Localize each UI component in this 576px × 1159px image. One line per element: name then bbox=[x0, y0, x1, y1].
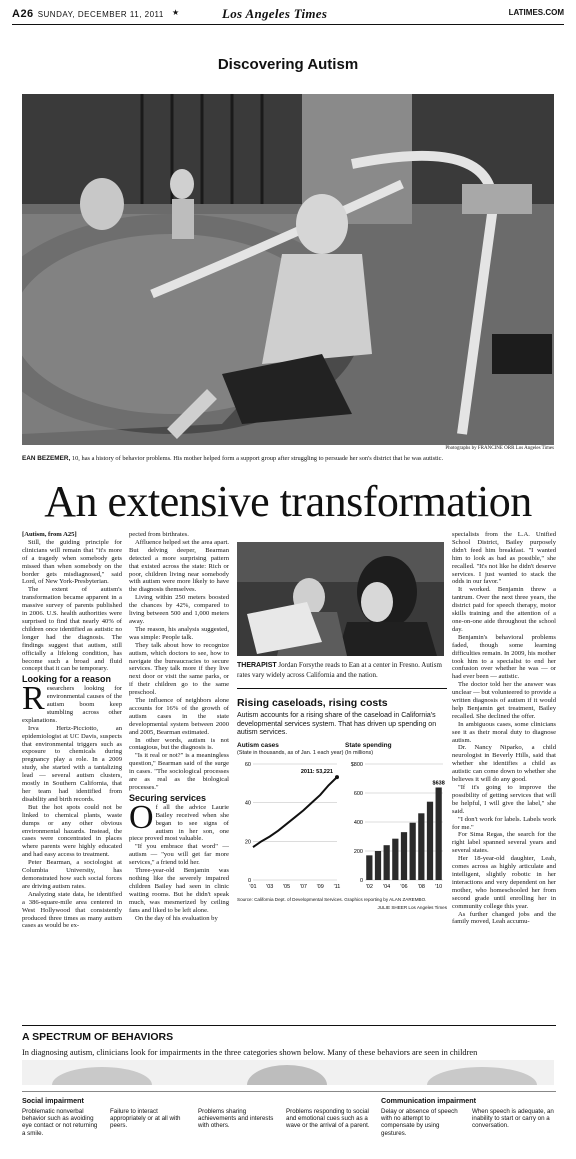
paragraph: The extent of autism's transformation became apparent in a massive survey of parents published in 2006. U.S. health authorities were surprised to find that nearly 40% of children once identified as autistic no longer had the diagnosis. The findings suggest that autism, still officially a lifelong condition, has become such a broad and fluid concept that it can be temporary. bbox=[22, 586, 122, 673]
y-tick-label: 60 bbox=[244, 762, 251, 768]
x-tick-label: '03 bbox=[266, 884, 274, 890]
spectrum-title: A SPECTRUM OF BEHAVIORS bbox=[22, 1031, 174, 1043]
paragraph: The influence of neighbors alone accounts for 16% of the growth of autism cases in the state developmental system between 2000 and 2005, Bearman estimated. bbox=[129, 697, 229, 736]
bar bbox=[427, 802, 433, 880]
categories-rule bbox=[22, 1091, 556, 1092]
x-tick-label: '11 bbox=[333, 884, 341, 890]
paragraph: Affluence helped set the area apart. But delving deeper, Bearman detected a more surprising pattern that existed across the state: Rich or poor, children living near somebody with autism were more likely to have the diagnosis themselves. bbox=[129, 538, 229, 594]
subhead: Securing services bbox=[129, 792, 207, 803]
autism-cases-chart bbox=[237, 758, 343, 894]
article-column-1 bbox=[22, 531, 122, 1017]
behavior-text: Problems responding to social and emotional cues such as a wave or the arrival of a parent. bbox=[286, 1108, 370, 1130]
article-column-4 bbox=[452, 531, 556, 1017]
chart2-title: State spending bbox=[345, 742, 392, 749]
behavior-text: Delay or absence of speech with no attempt to compensate by using gestures. bbox=[381, 1108, 458, 1137]
paragraph: Irva Hertz-Picciotto, an epidemiologist at UC Davis, suspects that environmental triggers such as exposure to chemicals during pregnancy play a role. In a 2009 study, she started with a tantalizing lead — several autism clusters, mostly in Southern California, that her team had identified from disability and birth records. bbox=[22, 724, 122, 803]
paragraph: In ambiguous cases, some clinicians see it as their moral duty to diagnose autism. bbox=[452, 720, 556, 744]
spectrum-rule bbox=[22, 1025, 556, 1026]
y-tick-label: 200 bbox=[353, 849, 363, 855]
x-tick-label: '08 bbox=[417, 884, 425, 890]
masthead bbox=[12, 6, 564, 22]
paragraph: Analyzing state data, he identified a 386-square-mile area centered in West Hollywood that consistently produced three times as many autism cases as would be ex- bbox=[22, 890, 122, 930]
bar bbox=[401, 832, 407, 880]
x-tick-label: '04 bbox=[383, 884, 391, 890]
paragraph: Three-year-old Benjamin was nothing like the severely impaired children Bailey had seen in clinic waiting rooms. But he didn't speak much, was mesmerized by ceiling fans and liked to be left alone. bbox=[129, 867, 229, 914]
social-impairment-heading: Social impairment bbox=[22, 1096, 84, 1105]
chart-source: Source: California Dept. of Developmental Services. Graphics reporting by ALAN ZAREMBO. bbox=[237, 897, 427, 902]
paragraph: Her 18-year-old daughter, Leah, comes across as highly articulate and intelligent, slightly robotic in her interactions and very dependent on her mother, who homeschooled her from second grade until enrolling her in community college this year. bbox=[452, 855, 556, 910]
bar bbox=[410, 823, 416, 880]
paragraph: pected from birthrates. bbox=[129, 531, 189, 538]
caption-text: Jordan Forsythe reads to Ean at a center in Fresno. Autism rates vary widely across California and the nation. bbox=[237, 661, 442, 679]
paragraph: "Is it real or not?" is a meaningless question," Bearman said of the surge in cases. "The sociological processes are as real as the biological processes." bbox=[129, 752, 229, 791]
paragraph: esearchers looking for environmental causes of the autism boom keep stumbling across other explanations. bbox=[22, 685, 122, 724]
paragraph: "If it's going to improve the possibility of getting services that will be helpful, I will give the label," she said. bbox=[452, 784, 556, 815]
dateline: SUNDAY, DECEMBER 11, 2011 bbox=[37, 10, 164, 19]
caption-text: 10, has a history of behavior problems. His mother helped form a support group after struggling to persuade her son's district that he was autistic. bbox=[71, 455, 444, 462]
x-tick-label: '02 bbox=[365, 884, 373, 890]
bar bbox=[366, 855, 372, 880]
communication-impairment-heading: Communication impairment bbox=[381, 1096, 477, 1105]
y-tick-label: 40 bbox=[244, 800, 251, 807]
paragraph: The doctor told her the answer was unclear — but volunteered to provide a written diagnosis of autism if it would help Benjamin get treatment, Bailey recalled. She declined the offer. bbox=[452, 681, 556, 720]
masthead-date bbox=[12, 8, 164, 20]
y-tick-label: 0 bbox=[359, 878, 363, 884]
paragraph: Dr. Nancy Niparko, a child neurologist in Beverly Hills, said that whether she identifies a child as autistic can come down to whether she believes it will do any good. bbox=[452, 744, 556, 784]
subhead: Looking for a reason bbox=[22, 674, 112, 685]
y-tick-label: 20 bbox=[244, 839, 251, 846]
x-tick-label: '01 bbox=[249, 884, 257, 890]
y-tick-label: 400 bbox=[353, 820, 363, 826]
y-tick-label: 600 bbox=[353, 791, 363, 797]
data-point bbox=[335, 775, 339, 779]
jump-line: [Autism, from A25] bbox=[22, 531, 77, 538]
behavior-text: When speech is adequate, an inability to start or carry on a conversation. bbox=[472, 1108, 554, 1130]
behavior-text: Failure to interact appropriately or at all with peers. bbox=[110, 1108, 181, 1130]
paragraph: As further changed jobs and the family moved, Leah accumu- bbox=[452, 910, 556, 926]
x-tick-label: '05 bbox=[283, 884, 291, 890]
section-title: Discovering Autism bbox=[217, 56, 359, 73]
paragraph: "I don't work for labels. Labels work for me." bbox=[452, 815, 556, 831]
bar bbox=[418, 813, 424, 880]
chart-rule bbox=[237, 688, 447, 689]
bar bbox=[384, 845, 390, 880]
drop-cap: R bbox=[22, 680, 45, 718]
behavior-illustrations bbox=[22, 1060, 554, 1085]
bar bbox=[392, 839, 398, 880]
star-icon: ★ bbox=[172, 8, 180, 17]
data-label: 2011: 53,221 bbox=[300, 769, 333, 776]
series-line bbox=[253, 777, 337, 847]
x-tick-label: '07 bbox=[299, 884, 307, 890]
therapist-caption bbox=[237, 661, 447, 679]
bar bbox=[375, 851, 381, 880]
article-column-2 bbox=[129, 531, 229, 1017]
page-number: A26 bbox=[12, 8, 34, 20]
paragraph: In other words, autism is not contagious, but the diagnosis is. bbox=[129, 736, 229, 752]
therapy-illustration bbox=[237, 542, 444, 656]
photo-credit: Photographs by FRANCINE ORR Los Angeles Times bbox=[445, 446, 554, 451]
behavior-text: Problematic nonverbal behavior such as avoiding eye contact or not returning a smile. bbox=[22, 1108, 98, 1137]
chart1-subtitle: (State in thousands, as of Jan. 1 each year) bbox=[237, 750, 344, 756]
therapist-photo bbox=[237, 542, 444, 656]
main-photo-caption bbox=[22, 455, 556, 463]
paragraph: Benjamin's behavioral problems faded, though some learning difficulties remain. In 2009, his mother took him to a specialist to end her confusion over whether he was — or had ever been — autistic. bbox=[452, 633, 556, 681]
headline: An extensive transformation bbox=[44, 477, 532, 526]
spectrum-description: In diagnosing autism, clinicians look for impairments in the three categories shown below. Many of these behaviors are seen in children bbox=[22, 1048, 478, 1057]
paragraph: For Sima Regas, the search for the right label spanned several years and several states. bbox=[452, 831, 556, 855]
paragraph: They talk about how to recognize autism, which doctors to see, how to navigate the bureaucracies to secure services. They talk more if they live next door or visit the same parks, or if their children go to the same preschool. bbox=[129, 641, 229, 697]
paragraph: f all the advice Laurie Bailey received when she began to see signs of autism in her son, one piece proved most valuable. bbox=[129, 803, 229, 843]
drop-cap: O bbox=[129, 798, 154, 836]
x-tick-label: '09 bbox=[316, 884, 324, 890]
x-tick-label: '10 bbox=[435, 884, 443, 890]
paragraph: Peter Bearman, a sociologist at Columbia University, has demonstrated how such social forces are driving autism rates. bbox=[22, 859, 122, 890]
chart-credit: JULIE SHEER Los Angeles Times bbox=[377, 905, 447, 910]
main-photo bbox=[22, 94, 554, 445]
chart1-title: Autism cases bbox=[237, 742, 279, 749]
behavior-text: Problems sharing achievements and interests with others. bbox=[198, 1108, 274, 1130]
paragraph: On the day of his evaluation by bbox=[135, 914, 218, 922]
paragraph: The reason, his analysis suggested, was simple: People talk. bbox=[129, 625, 229, 641]
caption-lead: THERAPIST bbox=[237, 662, 277, 669]
data-label: $638 bbox=[432, 780, 445, 787]
pool-illustration bbox=[22, 94, 554, 445]
state-spending-chart bbox=[345, 758, 447, 894]
caption-lead: EAN BEZEMER, bbox=[22, 455, 71, 462]
masthead-rule bbox=[12, 24, 564, 25]
y-tick-label: $800 bbox=[350, 762, 363, 768]
paragraph: specialists from the L.A. Unified School District, Bailey purposely didn't feed him breakfast. "I wanted him to look as bad as possible," she recalled. "It's not like he didn't deserve services. I just wanted to stack the odds in our favor." bbox=[452, 531, 556, 586]
paragraph: Still, the guiding principle for clinicians will remain that "it's more of a tragedy when somebody gets missed than when somebody on the border gets misdiagnosed," said Lord, of New York-Presbyterian. bbox=[22, 538, 122, 586]
chart2-subtitle: (In millions) bbox=[345, 750, 374, 756]
paragraph: Living within 250 meters boosted the chances by 42%, compared to living between 500 and 1,000 meters away. bbox=[129, 594, 229, 625]
paragraph: But the hot spots could not be linked to chemical plants, waste dumps or any other obvious environmental hazards. Instead, the cases were concentrated in places where parents were highly educated and had easy access to treatment. bbox=[22, 803, 122, 859]
paragraph: "If you embrace that word" — autism — "you will get far more services," a friend told her. bbox=[129, 843, 229, 867]
chart-description: Autism accounts for a rising share of the caseload in California's developmental services system. That has driven up spending on autism services. bbox=[237, 712, 437, 736]
paper-name: Los Angeles Times bbox=[222, 6, 328, 21]
y-tick-label: 0 bbox=[247, 878, 251, 884]
site-link[interactable]: LATIMES.COM bbox=[508, 8, 564, 17]
chart-heading: Rising caseloads, rising costs bbox=[237, 697, 388, 709]
bar bbox=[436, 787, 442, 880]
x-tick-label: '06 bbox=[400, 884, 408, 890]
paragraph: It worked. Benjamin threw a tantrum. Over the next three years, the district paid for speech therapy, motor skills training and the attention of a one-on-one aide throughout the school day. bbox=[452, 586, 556, 633]
